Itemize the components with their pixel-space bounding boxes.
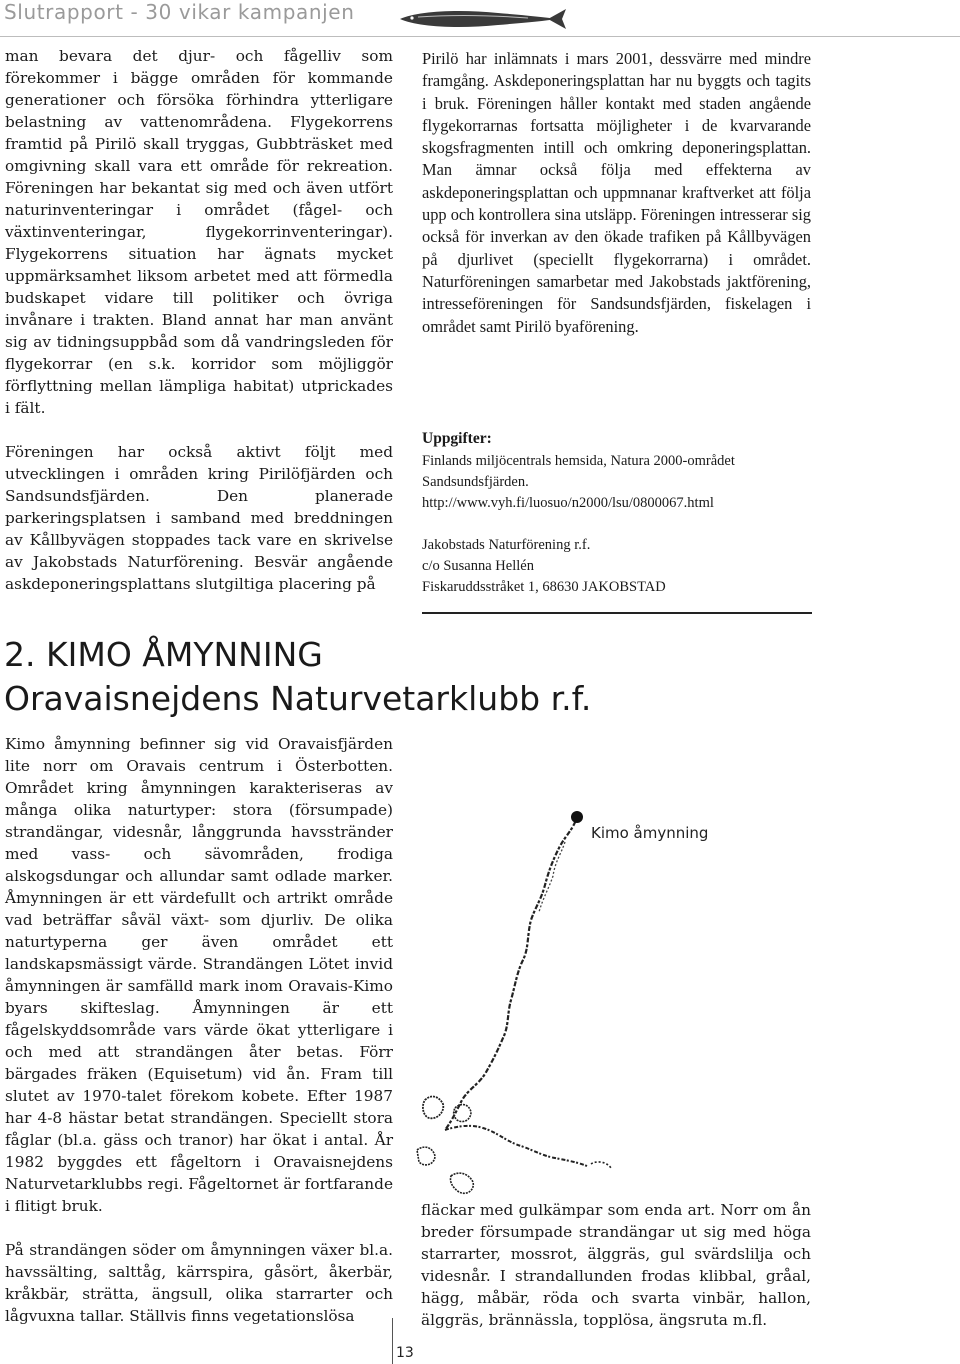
footer-divider (392, 1318, 393, 1364)
right-column-section2 (421, 1199, 811, 1331)
sources-heading: Uppgifter: (422, 430, 492, 447)
paragraph: Pirilö har inlämnats i mars 2001, dessvärre med mindre framgång. Askdeponeringsplattan har nu byggts och tagits i bruk. Föreningen håller kontakt med staden angående flygekorrarnas fortsatta möjligheter i de kvarvarande skogsfragmenten intill och omkring deponeringsplattan. Man ämnar också följa med effekterna av askdeponeringsplattan och uppmnanar kraftverket att följa upp och kontrollera sina utsläpp. Föreningen intresserar sig också för inverkan av den ökade trafiken på Kållbyvägen på djurlivet (speciellt flygekorrarna) i området. Naturföreningen samarbetar med Jakobstads jaktförening, intresseföreningen för Sandsundsfjärden, fiskelagen i området samt Pirilö byaförening. (422, 49, 811, 336)
section-title: 2. KIMO ÅMYNNING (4, 635, 323, 674)
contact-address: Fiskaruddsstråket 1, 68630 JAKOBSTAD (422, 579, 666, 595)
contact-org: Jakobstads Naturförening r.f. (422, 537, 591, 553)
coastline-map (415, 790, 615, 1210)
sources-block (422, 451, 812, 514)
source-url: http://www.vyh.fi/luosuo/n2000/lsu/0800067.html (422, 495, 714, 511)
paragraph: fläckar med gulkämpar som enda art. Norr om ån breder försumpade strandängar ut sig med höga starrarter, mossrot, älggräs, gul svärdslilja och videsnår. I strandallunden frodas klibbal, gråal, hägg, måbär, röda och svarta vinbär, hallon, älggräs, brännässla, topplösa, ängsruta m.fl. (421, 1201, 811, 1329)
left-column-top (5, 45, 393, 595)
header-divider (0, 36, 960, 37)
left-column-section2 (5, 733, 393, 1327)
source-text: Finlands miljöcentrals hemsida, Natura 2000-området Sandsundsfjärden. (422, 453, 735, 490)
right-column-top (422, 48, 811, 338)
running-header-title: Slutrapport - 30 vikar kampanjen (4, 0, 355, 24)
contact-person: c/o Susanna Hellén (422, 558, 534, 574)
section-heading (4, 633, 591, 721)
paragraph: Kimo åmynning befinner sig vid Oravaisfjärden lite norr om Oravais centrum i Österbotten. Området kring åmynningen karakteriseras av många olika naturtyper: stora (försumpade) strandängar, videsnår, långgrunda havsstränder med vass- och sävområden, frodiga alskogsdungar och allundar samt odlade marker. Åmynningen är ett värdefullt och artrikt område vad beträffar såväl växt- som djurliv. De olika naturtyperna ger även området ett landskapsmässigt värde. Strandängen Lötet invid åmynningen är samfälld mark inom Oravais-Kimo byars skifteslag. Åmynningen är ett fågelskyddsområde vars värde ökat ytterligare i och med att strandängen åter betas. Förr bärgades fräken (Equisetum) vid ån. Fram till slutet av 1970-talet förekom kobete. Efter 1987 har 4-8 hästar betat strandängen. Speciellt stora fåglar (bl.a. gäss och tranor) har ökat i antal. År 1982 byggdes ett fågeltorn i Oravaisnejdens Naturvetarklubbs regi. Fågeltornet är fortfarande i flitigt bruk. (5, 735, 393, 1215)
paragraph: man bevara det djur- och fågelliv som förekommer i bägge områden för kommande generationer och försöka förhindra ytterligare belastning av vattenområdena. Flygekorrens framtid på Pirilö skall tryggas, Gubbträsket med omgivning skall vara ett område för rekreation. Föreningen har bekantat sig med och även utfört naturinventeringar i området (fågel- och växtinventeringar, flygekorrinventeringar). Flygekorrens situation har ägnats mycket uppmärksamhet liksom arbetet med att förmedla budskapet vidare till politiker och övriga invånare i trakten. Bland annat har man använt sig av tidningsuppbåd som då vandringsleden för flygekorrar (en s.k. korridor som möjliggör förflyttning mellan lämpliga habitat) utprickades i fält. (5, 47, 393, 417)
page-number: 13 (396, 1345, 414, 1361)
section-subtitle: Oravaisnejdens Naturvetarklubb r.f. (4, 679, 592, 718)
paragraph: Föreningen har också aktivt följt med utvecklingen i områden kring Pirilöfjärden och Sandsundsfjärden. Den planerade parkeringsplatsen i samband med breddningen av Kållbyvägen stoppades tack vare en skrivelse av Jakobstads Naturförening. Besvär angående askdeponeringsplattans slutgiltiga placering på (5, 443, 393, 593)
section-divider (422, 612, 812, 614)
paragraph: På strandängen söder om åmynningen växer bl.a. havssälting, salttåg, kärrspira, gåsört, åkerbär, kråkbär, strätta, ängsull, olika starrarter och lågvuxna tallar. Ställvis finns vegetationslösa (5, 1241, 393, 1325)
contact-block (422, 535, 812, 598)
map-location-label: Kimo åmynning (591, 824, 709, 842)
pike-fish-illustration (398, 5, 568, 33)
